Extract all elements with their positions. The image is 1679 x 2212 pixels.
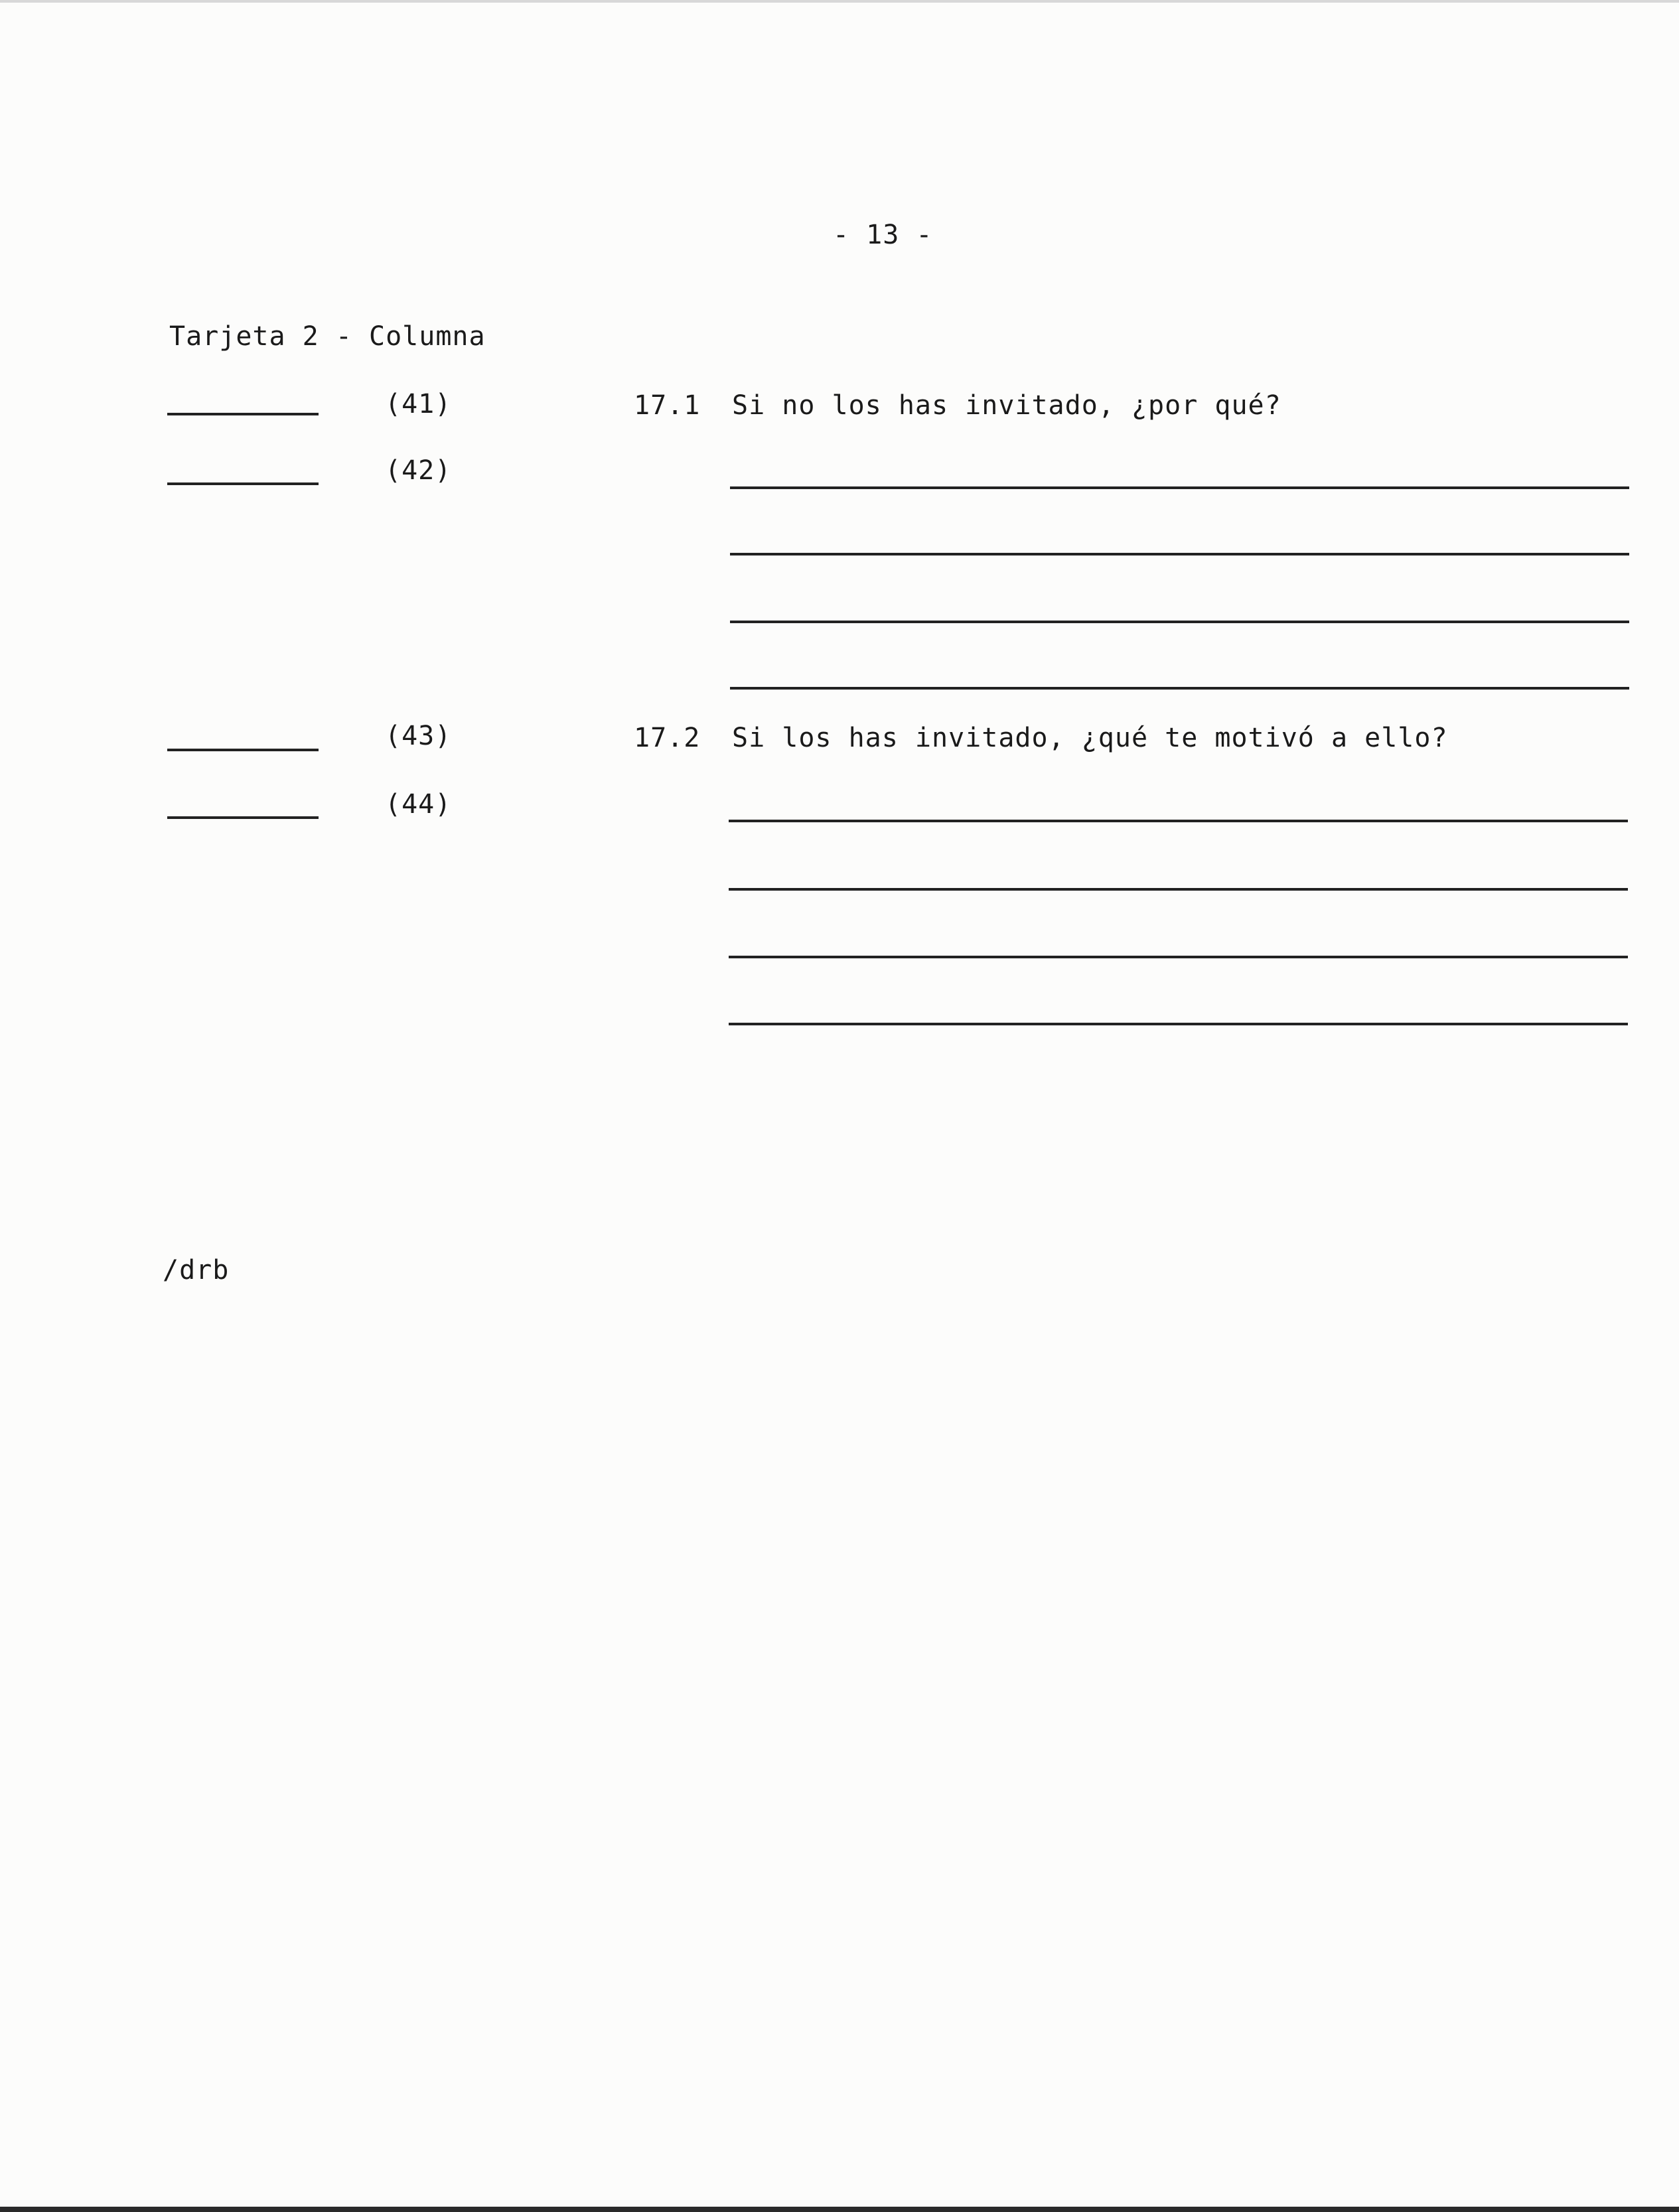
column-42-blank	[167, 482, 319, 485]
question-17-1-number: 17.1	[634, 390, 701, 421]
answer-line	[729, 888, 1628, 891]
answer-line	[729, 820, 1628, 822]
column-41-label: (41)	[385, 389, 452, 419]
typist-initials: /drb	[163, 1255, 230, 1286]
answer-line	[729, 1023, 1628, 1025]
answer-line	[730, 621, 1629, 623]
page-number: - 13 -	[833, 220, 933, 250]
answer-line	[730, 553, 1629, 555]
column-42-label: (42)	[385, 455, 452, 486]
page-bottom-edge	[0, 2207, 1679, 2212]
question-17-2-number: 17.2	[634, 723, 701, 753]
column-44-blank	[167, 816, 319, 819]
column-43-label: (43)	[385, 721, 452, 751]
page-top-edge	[0, 0, 1679, 3]
question-17-1-text: Si no los has invitado, ¿por qué?	[732, 390, 1281, 421]
answer-line	[729, 956, 1628, 958]
card-heading: Tarjeta 2 - Columna	[169, 321, 486, 352]
column-43-blank	[167, 749, 319, 751]
column-44-label: (44)	[385, 789, 452, 820]
question-17-2-text: Si los has invitado, ¿qué te motivó a ello?	[732, 723, 1448, 753]
answer-line	[730, 486, 1629, 489]
column-41-blank	[167, 413, 319, 415]
answer-line	[730, 687, 1629, 690]
